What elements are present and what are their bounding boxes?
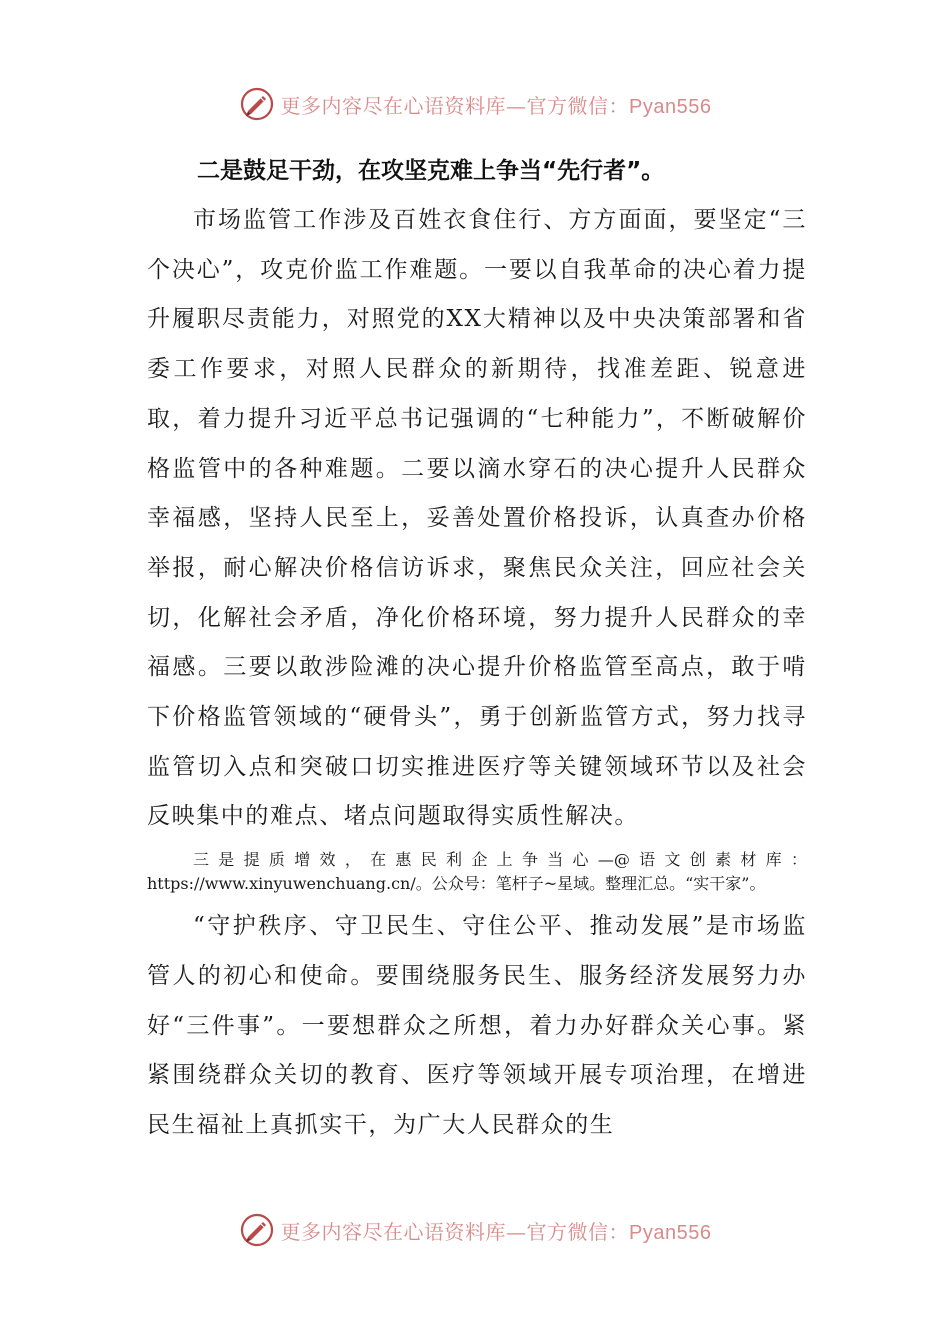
banner-text [281,1216,712,1245]
body-paragraph-2: “守护秩序、守卫民生、守住公平、推动发展”是市场监管人的初心和使命。要围绕服务民生、服务经济发展努力办好“三件事”。一要想群众之所想，着力办好群众关心事。紧紧围绕群众关切的教育、医疗等领域开展专项治理，在增进民生福祉上真抓实干，为广大人民群众的生 [147,913,807,1138]
banner-label: 更多内容尽在心语资料库—官方微信： [280,93,630,118]
banner-label: 更多内容尽在心语资料库—官方微信： [280,1219,630,1244]
document-body [147,146,807,1151]
wechat-account: Pyan556 [629,95,712,118]
pen-seal-icon [239,1212,275,1248]
body-paragraph-1: 市场监管工作涉及百姓衣食住行、方方面面，要坚定“三个决心”，攻克价监工作难题。一要以自我革命的决心着力提升履职尽责能力，对照党的XX大精神以及中央决策部署和省委工作要求，对照人民群众的新期待，找准差距、锐意进取，着力提升习近平总书记强调的“七种能力”，不断破解价格监管中的各种难题。二要以滴水穿石的决心提升人民群众幸福感，坚持人民至上，妥善处置价格投诉，认真查办价格举报，耐心解决价格信访诉求，聚焦民众关注，回应社会关切，化解社会矛盾，净化价格环境，努力提升人民群众的幸福感。三要以敢涉险滩的决心提升价格监管至高点，敢于啃下价格监管领域的“硬骨头”，勇于创新监管方式，努力找寻监管切入点和突破口切实推进医疗等关键领域环节以及社会反映集中的难点、堵点问题取得实质性解决。 [147,207,807,830]
banner-text [281,90,712,119]
inserted-note [147,848,807,896]
header-banner [0,84,950,124]
section-heading: 二是鼓足干劲，在攻坚克难上争当“先行者”。 [197,158,665,184]
note-text: 三是提质增效，在惠民利企上争当心—@语文创素材库：https://www.xinyuwenchuang.cn/。公众号：笔杆子~星域。整理汇总。“实干家”。 [147,850,807,894]
wechat-account: Pyan556 [629,1221,712,1244]
footer-banner [0,1210,950,1250]
pen-seal-icon [239,86,275,122]
